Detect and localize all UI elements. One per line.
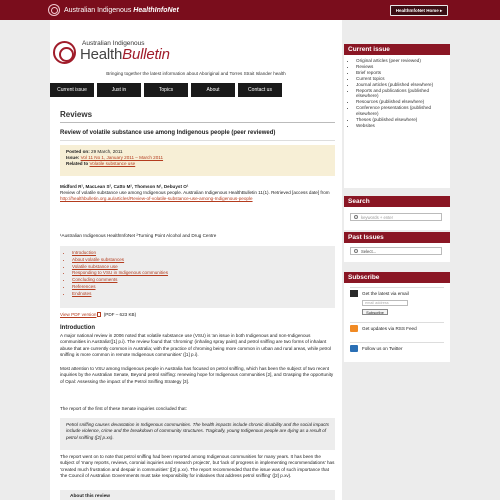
search-icon — [354, 215, 358, 219]
subscribe-panel — [344, 272, 450, 362]
toc-item[interactable]: • Endnotes — [72, 291, 329, 298]
search-panel — [344, 196, 450, 230]
paragraph: The report went on to note that petrol sniffing had been reported among Indigenous communities for many years. It has been the subject of 'many reports, reviews, coronial inquiries and research projects', but 'lack of progress in implementing recommendations' has 'created much frustration and despair in communities' ([2] p.xv). The report recommended that the issue was of such importance that 'the Council of Australian Governments must take responsibility for initiatives that address petrol sniffing' ([2] p.xv). — [60, 454, 335, 478]
section-heading: Reviews — [60, 110, 93, 119]
subscribe-heading: Subscribe — [344, 272, 450, 283]
sidebar-item[interactable]: • Brief reports — [356, 70, 446, 76]
top-bar — [0, 0, 500, 20]
rss-icon — [350, 325, 358, 332]
article-title: Review of volatile substance use among Indigenous people (peer reviewed) — [60, 130, 276, 136]
main-content — [50, 20, 342, 500]
issue-link[interactable]: Vol 11 No 1, January 2011 – March 2011 — [80, 155, 164, 161]
email-subscribe: Get the latest via email email address Subscribe — [350, 287, 444, 319]
intro-heading: Introduction — [60, 325, 95, 331]
pdf-link[interactable]: View PDF version — [60, 312, 97, 317]
divider — [60, 140, 335, 141]
pdf-size: (PDF – 623 KB) — [103, 312, 137, 317]
past-issues-panel — [344, 232, 450, 262]
email-icon — [350, 290, 358, 297]
toc-item[interactable]: • About volatile substances — [72, 257, 329, 264]
past-issues-select[interactable]: Select... — [350, 247, 442, 255]
toc-item[interactable]: • Introduction — [72, 250, 329, 257]
site-logo[interactable] — [48, 4, 179, 16]
article-meta: Posted on: 29 March, 2011 Issue: Vol 11 No 1, January 2011 – March 2011 Related to Volatile substance use — [60, 145, 335, 176]
authors: Midford R¹, MacLean S², Catto M¹, Thomson N¹, Debuyst O¹ — [60, 184, 189, 189]
sidebar-item[interactable]: • Journal articles (published elsewhere) — [356, 82, 446, 88]
sidebar-item[interactable]: • Conference presentations (published elsewhere) — [356, 105, 446, 117]
paragraph: A major national review in 2006 noted that volatile substance use (VSU) is 'an issue in both Indigenous and non-Indigenous communities in Australia'([1] p.i). The review found that 'chroming' (inhaling spray paint) and petrol sniffing are two forms of inhalant abuse that are currently common in Australia; with the practice of chroming being more common in urban and rural areas, while petrol sniffing is more common in remote Indigenous communities' ([1] p.i). — [60, 333, 331, 357]
brand-ring-icon — [53, 41, 76, 64]
pdf-download — [60, 312, 136, 317]
tab-about[interactable]: About — [191, 83, 235, 97]
sidebar-item[interactable]: • Theses (published elsewhere) — [356, 117, 446, 123]
about-review-box — [60, 490, 335, 500]
brand-overline: Australian Indigenous — [82, 40, 145, 47]
twitter-icon — [350, 345, 358, 352]
main-nav — [50, 83, 342, 97]
about-heading: About this review — [70, 494, 110, 499]
toc-item[interactable]: • References — [72, 284, 329, 291]
tagline: Bringing together the latest information about Aboriginal and Torres Strait Islander health — [106, 71, 286, 76]
pdf-icon[interactable] — [97, 312, 101, 317]
brand-title: HealthBulletin — [80, 46, 170, 63]
divider — [60, 122, 335, 123]
rss-row[interactable]: Get updates via RSS Feed — [350, 322, 444, 338]
search-input[interactable]: keywords + enter — [350, 213, 442, 221]
sidebar-item[interactable]: • Original articles (peer reviewed) — [356, 58, 446, 64]
home-button[interactable]: HealthInfoNet Home ▸ — [390, 5, 448, 16]
sidebar-item[interactable]: • Reviews — [356, 64, 446, 70]
paragraph: Most attention to VSU among Indigenous people in Australia has focused on petrol sniffing, which has been the subject of two recent inquiries by the Australian Senate, Beyond petrol sniffing: renewing hope for Indigenous communities [2], and Grasping the opportunity of Opal: Assessing the impact of the Petrol Sniffing Strategy [3]. — [60, 366, 334, 384]
sidebar — [344, 20, 450, 500]
current-issue-panel — [344, 44, 450, 188]
email-field[interactable]: email address — [362, 300, 408, 306]
tab-just-in[interactable]: Just in — [97, 83, 141, 97]
tab-topics[interactable]: Topics — [144, 83, 188, 97]
affiliations: ¹Australian Indigenous HealthInfoNet ²Turning Point Alcohol and Drug Centre — [60, 233, 217, 238]
twitter-row[interactable]: Follow us on Twitter — [350, 342, 444, 358]
toc-item[interactable]: • Volatile substance use — [72, 264, 329, 271]
posted-date: 29 March, 2011 — [91, 149, 123, 154]
tab-contact-us[interactable]: Contact us — [238, 83, 282, 97]
tab-current-issue[interactable]: Current issue — [50, 83, 94, 97]
toc-item[interactable]: • Responding to VSU in Indigenous communities — [72, 270, 329, 277]
search-icon — [354, 249, 358, 253]
table-of-contents — [60, 246, 335, 308]
related-topic-link[interactable]: Volatile substance use — [89, 161, 136, 167]
author-block — [60, 184, 335, 203]
brand-header[interactable] — [50, 38, 342, 88]
sidebar-item[interactable]: • Reports and publications (published elsewhere) — [356, 88, 446, 100]
past-issues-heading: Past Issues — [344, 232, 450, 243]
current-issue-heading: Current issue — [344, 44, 450, 55]
sidebar-item[interactable]: • Current topics — [356, 76, 446, 82]
sidebar-item[interactable]: • Resources (published elsewhere) — [356, 99, 446, 105]
citation-url-link[interactable]: http://healthbulletin.org.au/articles/Review-of-volatile-substance-use-among-Indigenous-people — [60, 196, 253, 202]
paragraph: The report of the first of these Senate inquiries concluded that: — [60, 406, 187, 411]
search-heading: Search — [344, 196, 450, 207]
logo-mark-icon — [48, 4, 60, 16]
logo-text: Australian Indigenous HealthInfoNet — [64, 6, 179, 14]
citation: Review of volatile substance use among Indigenous people. Australian Indigenous HealthBulletin 11(1). Retrieved [access date] from http://healthbulletin.org.au/articles/Review-of-volatile-substance-use-among-Indigenous-people — [60, 190, 330, 202]
block-quote: Petrol sniffing causes devastation in Indigenous communities. The health impacts include chronic disability and the social impacts include violence, crime and the breakdown of community structures. Tragically, young Indigenous people are dying as a result of petrol sniffing ([2] p.xx). — [60, 418, 335, 450]
sidebar-item[interactable]: • Websites — [356, 123, 446, 129]
subscribe-button[interactable]: Subscribe — [362, 309, 388, 315]
toc-item[interactable]: • Concluding comments — [72, 277, 329, 284]
